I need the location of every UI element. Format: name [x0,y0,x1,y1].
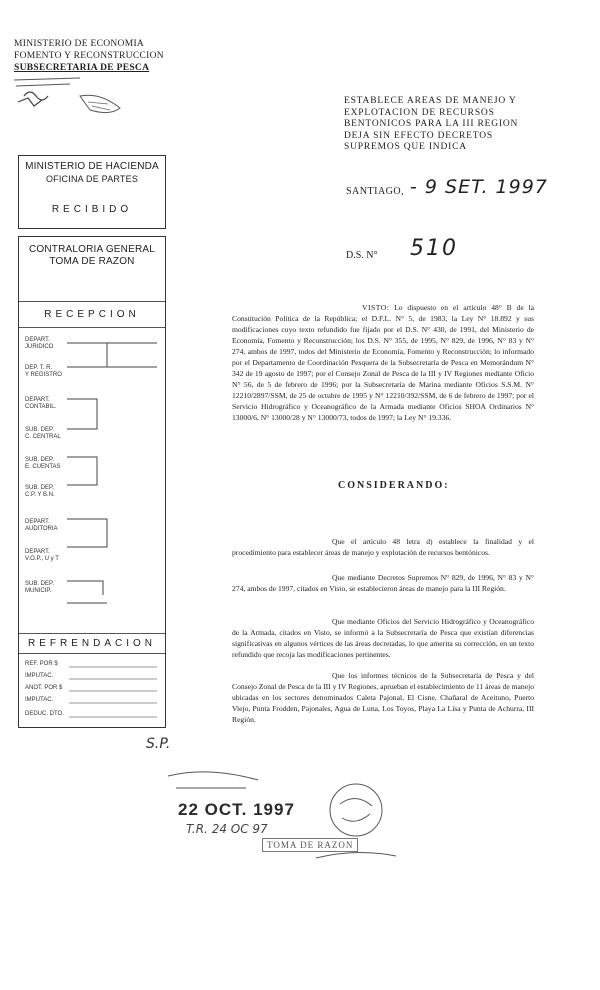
stamp-marks-icon [166,768,406,868]
dept-row: SUB. DEP. MUNICIP. [25,581,54,594]
visto-label: VISTO: [362,303,390,312]
stamp-secondary: T.R. 24 OC 97 [186,822,268,836]
seal-scribble-icon [10,74,140,124]
considerando-paragraph-4: Que los informes técnicos de la Subsecretaría de Pesca y del Consejo Zonal de Pesca de la III y IV Regiones, aprueban el establecimiento de 11 áreas de manejo ubicadas en los sectores denominados Caleta Pajonal, El Cisne, Chañaral de Aceituno, Puerto Viejo, Punta Frodden, Pajonales, Agua de Luna, Los Toyos, Playa La Lisa y Punta de Achurra, III Región. [232,671,534,724]
visto-text: Lo dispuesto en el artículo 48° B de la Constitución Política de la República; el D.F.L. N° 5, de 1983, la Ley N° 18.892 y sus modificaciones cuyo texto refundido fue fijado por el D.S. N° 430, de 1991, del Ministerio de Economía, Fomento y Reconstrucción; los D.S. N° 355, de 1995, N° 829, de 1996, N° 83 y N° 274, ambos de 1997, todos del Ministerio de Economía, Fomento y Reconstrucción; lo informado por el Departamento de Coordinación Pesquera de la Subsecretaría de Pesca en Memorándum N° 342 de 19 agosto de 1997; por el Consejo Zonal de Pesca de la III y IV Regiones mediante Oficio N° 56, de 5 de febrero de 1996; por la Subsecretaría de Marina mediante Oficios S.S.M. N° 12210/2897/SSM, de 25 de octubre de 1995 y N° 12210/392/SSM, de 6 de febrero de 1997; por el Servicio Hidrográfico y Oceanográfico de la Armada mediante Oficios SHOA Ordinarios N° 13000/6, N° 13000/28 y N° 13000/73, todos de 1997; la Ley N° 19.336. [232,303,534,422]
routing-brackets [67,333,162,623]
considerando-heading: CONSIDERANDO: [338,480,450,491]
dept-row: DEPART. CONTABIL. [25,397,57,410]
visto-paragraph [232,302,534,423]
considerando-paragraph-3: Que mediante Oficios del Servicio Hidrográfico y Oceanográfico de la Armada, citados en Visto, se informó a la Subsecretaría de Pesca que existían diferencias significativas en algunos vértices de las áreas decretadas, lo que amerita su corrección, en un texto refundido que recoja las modificaciones pertinentes. [232,617,534,659]
decree-subject: ESTABLECE AREAS DE MANEJO Y EXPLOTACION DE RECURSOS BENTONICOS PARA LA III REGION DEJA SIN EFECTO DECRETOS SUPREMOS QUE INDICA [344,96,519,152]
hacienda-stamp-box [18,155,166,229]
hacienda-title: MINISTERIO DE HACIENDA [25,161,159,172]
hacienda-office: OFICINA DE PARTES [45,174,139,184]
letterhead-ministry: MINISTERIO DE ECONOMIA [14,39,145,49]
hacienda-received: RECIBIDO [51,204,133,215]
dept-row: SUB. DEP. C. CENTRAL [25,427,61,440]
considerando-paragraph-2: Que mediante Decretos Supremos N° 829, de 1996, N° 83 y N° 274, ambos de 1997, citados en Visto, se establecieron áreas de manejo para la III Región. [232,573,534,593]
considerando-paragraph-1: Que el artículo 48 letra d) establece la finalidad y el procedimiento para establecer áreas de manejo y explotación de recursos bentónicos. [232,537,534,557]
ref-row: ANOT. POR $ [25,685,63,691]
dept-row: DEP. T. R. Y REGISTRO [25,365,62,378]
marginal-initials: S.P. [146,736,171,752]
ref-row: REF. POR $ [25,661,58,667]
letterhead-fomento: FOMENTO Y RECONSTRUCCION [14,51,164,61]
refrendacion-title: REFRENDACION [27,638,156,649]
dept-row: DEPART. V.O.P., U y T [25,549,59,562]
decree-number: 510 [410,236,458,261]
ref-row: IMPUTAC. [25,697,54,703]
stamp-reception-date: 22 OCT. 1997 [178,800,295,819]
dept-row: SUB. DEP. C.P. Y B.N. [25,485,55,498]
place-label: SANTIAGO, [346,186,405,197]
contraloria-stamp-box [18,236,166,728]
dept-row: DEPART. AUDITORIA [25,519,58,532]
decree-date: - 9 SET. 1997 [410,176,548,198]
contraloria-reception: RECEPCION [44,309,140,320]
decree-number-label: D.S. N° [346,250,378,261]
contraloria-title: CONTRALORIA GENERAL [28,244,156,255]
dept-row: SUB. DEP. E. CUENTAS [25,457,61,470]
dept-row: DEPART. JURIDICO [25,337,54,350]
ref-row: DEDUC. DTO. [25,711,64,717]
ref-row: IMPUTAC. [25,673,54,679]
letterhead-subsecretaria: SUBSECRETARIA DE PESCA [14,63,150,73]
contraloria-subtitle: TOMA DE RAZON [49,256,135,267]
ref-lines [69,661,159,721]
stamp-toma-razon: TOMA DE RAZON [262,838,358,852]
